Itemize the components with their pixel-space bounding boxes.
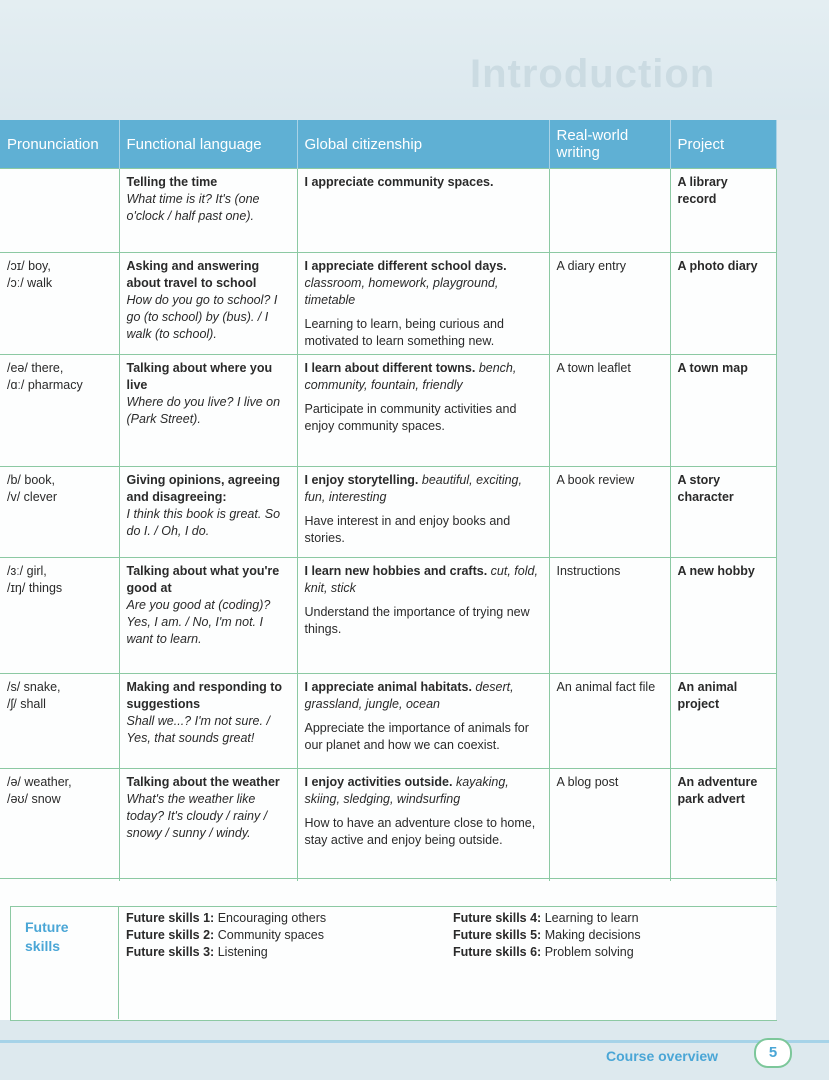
project-cell: [670, 467, 776, 558]
global-description: Learning to learn, being curious and motivated to learn something new.: [304, 317, 504, 348]
future-skill-item: Future skills 3: Listening: [126, 945, 268, 959]
pronunciation-cell: [0, 169, 119, 253]
writing-cell: [549, 674, 670, 769]
table-bottom-divider: [0, 878, 776, 879]
project-cell: [670, 355, 776, 467]
global-citizenship-cell: [297, 169, 549, 253]
pronunciation-cell: [0, 467, 119, 558]
global-description: Have interest in and enjoy books and stories.: [304, 514, 511, 545]
project-cell: [670, 674, 776, 769]
functional-title: Talking about where you live: [126, 361, 273, 392]
pronunciation-sound-2: /ɑː/ pharmacy: [7, 378, 83, 392]
global-description: Understand the importance of trying new things.: [304, 605, 530, 636]
future-skill-item: Future skills 6: Problem solving: [453, 945, 634, 959]
writing-text: A book review: [556, 473, 635, 487]
pronunciation-sound-2: /əʊ/ snow: [7, 792, 61, 806]
future-skill-item: Future skills 1: Encouraging others: [126, 911, 327, 925]
global-citizenship-cell: [297, 253, 549, 355]
global-vocabulary: kayaking, skiing, sledging, windsurfing: [304, 775, 509, 806]
pronunciation-cell: [0, 355, 119, 467]
writing-cell: [549, 169, 670, 253]
header-global-citizenship: Global citizenship: [297, 120, 549, 169]
global-vocabulary: classroom, homework, playground, timetable: [304, 276, 499, 307]
pronunciation-cell: [0, 558, 119, 674]
future-skills-right-list: [453, 910, 641, 961]
header-functional-language: Functional language: [119, 120, 297, 169]
global-vocabulary: bench, community, fountain, friendly: [304, 361, 517, 392]
table-row: [0, 169, 776, 253]
project-text: An adventure park advert: [677, 775, 758, 806]
pronunciation-sound-1: /ɔɪ/ boy,: [7, 259, 51, 273]
background-title: Introduction: [470, 52, 716, 96]
functional-title: Making and responding to suggestions: [126, 680, 283, 711]
future-skills-left-list: [126, 910, 326, 961]
global-title: I learn about different towns.: [304, 361, 476, 375]
project-text: A photo diary: [677, 259, 758, 273]
global-vocabulary: cut, fold, knit, stick: [304, 564, 538, 595]
functional-example: Are you good at (coding)? Yes, I am. / No, I'm not. I want to learn.: [126, 598, 271, 646]
global-citizenship-cell: [297, 467, 549, 558]
functional-language-cell: [119, 467, 297, 558]
writing-text: A town leaflet: [556, 361, 631, 375]
pronunciation-cell: [0, 769, 119, 881]
project-cell: [670, 253, 776, 355]
pronunciation-sound-1: /s/ snake,: [7, 680, 61, 694]
footer-rule: [0, 1040, 829, 1043]
functional-title: Asking and answering about travel to school: [126, 259, 260, 290]
project-cell: [670, 558, 776, 674]
functional-example: Shall we...? I'm not sure. / Yes, that sounds great!: [126, 714, 270, 745]
footer-section-title: Course overview: [606, 1048, 719, 1064]
global-citizenship-cell: [297, 769, 549, 881]
writing-cell: [549, 467, 670, 558]
global-description: Participate in community activities and enjoy community spaces.: [304, 402, 517, 433]
project-text: A story character: [677, 473, 734, 504]
functional-title: Talking about what you're good at: [126, 564, 280, 595]
global-title: I learn new hobbies and crafts.: [304, 564, 488, 578]
project-cell: [670, 169, 776, 253]
functional-example: How do you go to school? I go (to school) by (bus). / I walk (to school).: [126, 293, 278, 341]
writing-cell: [549, 355, 670, 467]
table-row: [0, 467, 776, 558]
pronunciation-sound-1: /b/ book,: [7, 473, 55, 487]
functional-language-cell: [119, 558, 297, 674]
global-title: I appreciate animal habitats.: [304, 680, 472, 694]
future-skill-item: Future skills 5: Making decisions: [453, 928, 641, 942]
global-title: I appreciate different school days.: [304, 259, 507, 273]
pronunciation-sound-1: /ɜː/ girl,: [7, 564, 47, 578]
functional-language-cell: [119, 769, 297, 881]
global-description: Appreciate the importance of animals for our planet and how we can coexist.: [304, 721, 529, 752]
writing-text: A diary entry: [556, 259, 626, 273]
functional-language-cell: [119, 253, 297, 355]
future-skill-item: Future skills 2: Community spaces: [126, 928, 325, 942]
global-title: I enjoy activities outside.: [304, 775, 453, 789]
functional-language-cell: [119, 169, 297, 253]
project-text: A new hobby: [677, 564, 755, 578]
pronunciation-sound-2: /ʃ/ shall: [7, 697, 46, 711]
table-row: [0, 355, 776, 467]
project-cell: [670, 769, 776, 881]
pronunciation-sound-1: /eə/ there,: [7, 361, 64, 375]
project-text: A library record: [677, 175, 728, 206]
functional-title: Telling the time: [126, 175, 218, 189]
global-citizenship-cell: [297, 558, 549, 674]
global-citizenship-cell: [297, 674, 549, 769]
functional-example: I think this book is great. So do I. / Oh, I do.: [126, 507, 281, 538]
global-citizenship-cell: [297, 355, 549, 467]
global-vocabulary: desert, grassland, jungle, ocean: [304, 680, 514, 711]
header-pronunciation: Pronunciation: [0, 120, 119, 169]
table-row: [0, 558, 776, 674]
pronunciation-sound-2: /ɔː/ walk: [7, 276, 53, 290]
course-overview-table: [0, 120, 777, 881]
future-skills-divider: [118, 906, 119, 1019]
functional-example: Where do you live? I live on (Park Street).: [126, 395, 281, 426]
writing-text: Instructions: [556, 564, 621, 578]
writing-cell: [549, 769, 670, 881]
writing-text: A blog post: [556, 775, 619, 789]
header-real-world-writing: Real-world writing: [549, 120, 670, 169]
writing-cell: [549, 253, 670, 355]
pronunciation-cell: [0, 253, 119, 355]
functional-example: What's the weather like today? It's cloudy / rainy / snowy / sunny / windy.: [126, 792, 268, 840]
functional-example: What time is it? It's (one o'clock / half past one).: [126, 192, 260, 223]
page-number: 5: [754, 1038, 792, 1068]
header-project: Project: [670, 120, 776, 169]
writing-text: An animal fact file: [556, 680, 656, 694]
table-header-row: [0, 120, 776, 169]
global-title: I enjoy storytelling.: [304, 473, 419, 487]
functional-title: Talking about the weather: [126, 775, 280, 789]
pronunciation-sound-2: /v/ clever: [7, 490, 58, 504]
table-row: [0, 769, 776, 881]
future-skills-title: Future skills: [25, 919, 69, 954]
global-title: I appreciate community spaces.: [304, 175, 494, 189]
functional-title: Giving opinions, agreeing and disagreeing:: [126, 473, 280, 504]
writing-cell: [549, 558, 670, 674]
table-row: [0, 253, 776, 355]
project-text: An animal project: [677, 680, 738, 711]
table-row: [0, 674, 776, 769]
functional-language-cell: [119, 355, 297, 467]
pronunciation-sound-1: /ə/ weather,: [7, 775, 72, 789]
pronunciation-sound-2: /ɪŋ/ things: [7, 581, 63, 595]
functional-language-cell: [119, 674, 297, 769]
global-vocabulary: beautiful, exciting, fun, interesting: [304, 473, 522, 504]
global-description: How to have an adventure close to home, stay active and enjoy being outside.: [304, 816, 536, 847]
future-skill-item: Future skills 4: Learning to learn: [453, 911, 639, 925]
pronunciation-cell: [0, 674, 119, 769]
project-text: A town map: [677, 361, 748, 375]
